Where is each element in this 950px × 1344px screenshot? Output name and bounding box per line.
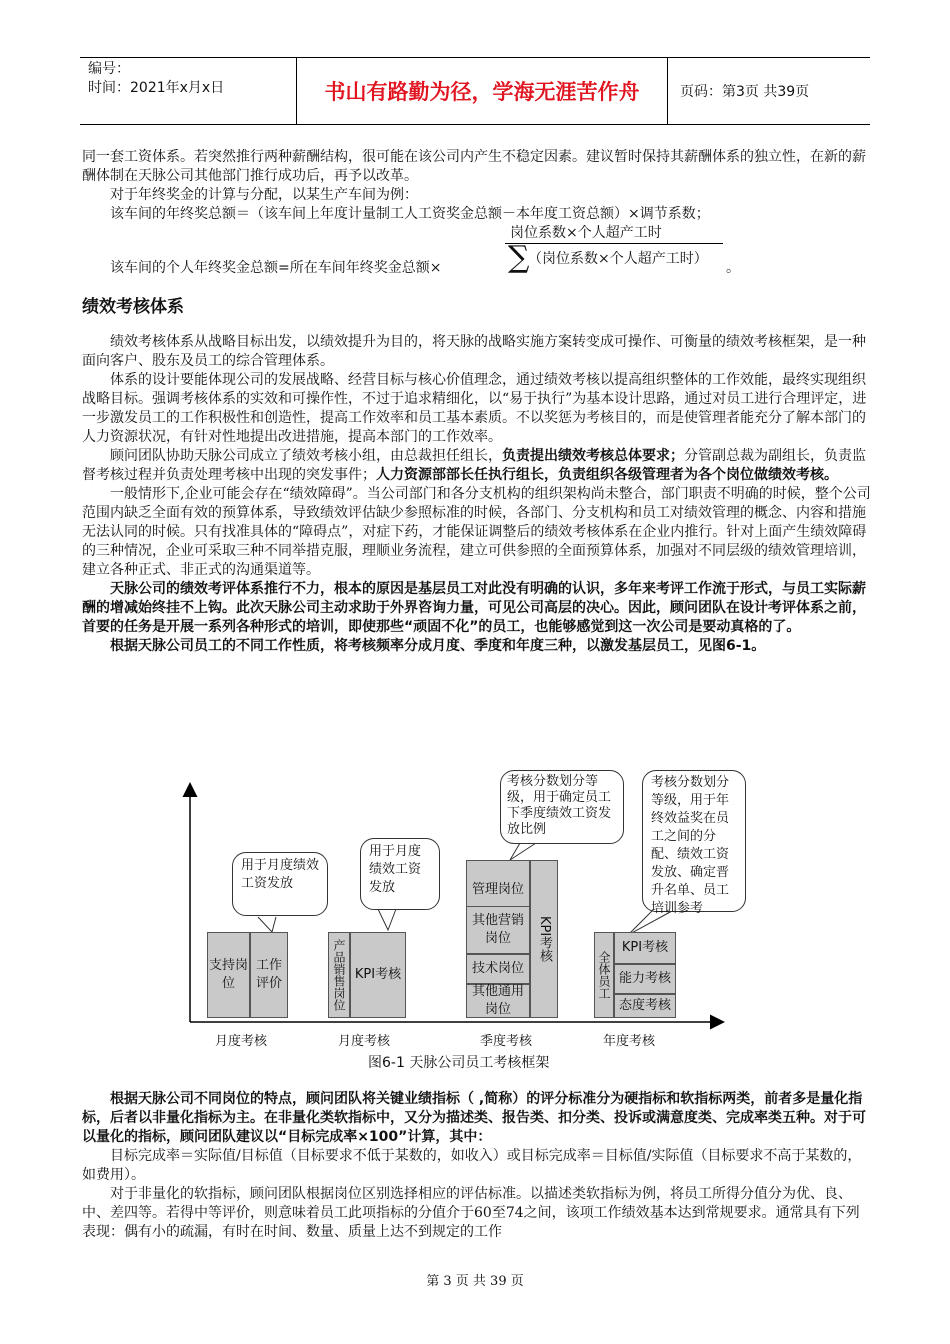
box-work-evaluation: 工作评价 (250, 932, 288, 1018)
group-label-monthly-1: 月度考核 (215, 1034, 268, 1049)
header-time: 时间：2021年x月x日 (88, 80, 225, 96)
header-motto: 书山有路勤为径，学海无涯苦作舟 (297, 58, 668, 124)
formula-denominator: （岗位系数×个人超产工时） (528, 251, 708, 267)
body-paragraph: 对于非量化的软指标，顾问团队根据岗位区别选择相应的评估标准。以描述类软指标为例，将员工所得分值分为优、良、中、差四等。若得中等评价，则意味着员工此项指标的分值介于60至74之间，该项工作绩效基本达到常规要求。通常具有下列表现：偶有小的疏漏，有时在时间、数量、质量上达不到规定的工作 (82, 1186, 860, 1240)
box-technical-posts: 技术岗位 (466, 954, 530, 984)
box-other-general-posts: 其他通用岗位 (466, 984, 530, 1018)
header-number: 编号： (88, 61, 130, 77)
p3-bold-part: 负责提出绩效考核总体要求； (502, 448, 684, 464)
box-support-posts: 支持岗位 (207, 932, 250, 1018)
box-kpi-monthly: KPI考核 (350, 932, 406, 1018)
box-all-staff: 全体员工 (594, 932, 614, 1018)
p3-part: 顾问团队协助天脉公司成立了绩效考核小组，由总裁担任组长， (110, 448, 502, 464)
body-paragraph: 一般情形下,企业可能会存在“绩效障碍”。当公司部门和各分支机构的组织架构尚未整合，部门职责不明确的时候，整个公司范围内缺乏全面有效的预算体系，导致绩效评估缺少参照标准的时候，各部门、分支机构和员工对绩效管理的概念、内容和措施无法认同的时候。只有找准具体的“障碍点”，对症下药，才能保证调整后的绩效考核体系在企业内推行。针对上面产生绩效障碍的三种情况，企业可采取三种不同举措克服，理顺业务流程，建立可供参照的全面预算体系，加强对不同层级的绩效管理培训，建立各种正式、非正式的沟通渠道等。 (82, 486, 871, 578)
header-page-info: 页码：第3页 共39页 (680, 84, 810, 100)
formula-sigma: ∑ (508, 240, 530, 275)
bubble-annual: 考核分数划分等级，用于年终效益奖在员工之间的分配、绩效工资发放、确定晋升名单、员工培训参考 (642, 770, 746, 912)
bubble-tail (510, 843, 536, 860)
body-paragraph-bold: 根据天脉公司不同岗位的特点，顾问团队将关键业绩指标（ ,简称）的评分标准分为硬指标和软指标两类，前者多是量化指标，后者以非量化指标为主。在非量化类软指标中，又分为描述类、报告类、扣分类、投诉或满意度类、完成率类五种。对于可以量化的指标，顾问团队建议以“目标完成率×100”计算，其中： (82, 1091, 866, 1145)
intro-paragraph: 同一套工资体系。若突然推行两种薪酬结构，很可能在该公司内产生不稳定因素。建议暂时保持其薪酬体系的独立性，在新的薪酬体制在天脉公司其他部门推行成功后，再予以改革。 (82, 149, 866, 184)
bubble-monthly-1: 用于月度绩效工资发放 (232, 852, 328, 916)
p3-bold-part: 人力资源部部长任执行组长，负责组织各级管理者为各个岗位做绩效考核。 (376, 467, 838, 483)
group-label-annual: 年度考核 (603, 1034, 656, 1049)
box-kpi-quarterly: KPI考核 (530, 860, 558, 1018)
intro-paragraph: 对于年终奖金的计算与分配，以某生产车间为例： (110, 187, 418, 203)
after-figure-block (82, 1090, 872, 1242)
section-title: 绩效考核体系 (82, 297, 184, 317)
group-label-monthly-2: 月度考核 (338, 1034, 391, 1049)
bubble-tail (258, 917, 276, 932)
bubble-tail (378, 909, 396, 930)
body-paragraph: 绩效考核体系从战略目标出发，以绩效提升为目的，将天脉的战略实施方案转变成可操作、可衡量的绩效考核框架，是一种面向客户、股东及员工的综合管理体系。 (82, 334, 866, 369)
figure-caption: 图6-1 天脉公司员工考核框架 (368, 1055, 550, 1071)
box-sales-posts: 产品销售岗位 (328, 932, 350, 1018)
body-paragraph: 体系的设计要能体现公司的发展战略、经营目标与核心价值理念，通过绩效考核以提高组织整体的工作效能，最终实现组织战略目标。强调考核体系的实效和可操作性，不过于追求精细化，以“易于执行”为基本设计思路，通过对员工进行合理评定，进一步激发员工的工作积极性和创造性，提高工作效率和员工基本素质。不以奖惩为考核目的，而是使管理者能充分了解本部门的人力资源状况，有针对性地提出改进措施，提高本部门的工作效率。 (82, 372, 867, 445)
bubble-quarterly: 考核分数划分等级，用于确定员工下季度绩效工资发放比例 (500, 770, 624, 844)
bubble-monthly-2: 用于月度绩效工资发放 (360, 838, 440, 910)
formula-prefix: 该车间的个人年终奖金总额=所在车间年终奖金总额× (110, 260, 442, 276)
p3-part: 分管副总裁为副组长，负责监督考核过程并负责处理考核中出现的突发事件； (82, 448, 866, 483)
formula-suffix: 。 (726, 260, 740, 276)
box-ability-assessment: 能力考核 (614, 964, 676, 994)
box-attitude-assessment: 态度考核 (614, 994, 676, 1018)
box-management-posts: 管理岗位 (466, 860, 530, 920)
formula-numerator: 岗位系数×个人超产工时 (510, 225, 662, 241)
intro-paragraph: 该车间的年终奖总额＝（该车间上年度计量制工人工资奖金总额－本年度工资总额）×调节系数； (110, 206, 710, 222)
body-paragraph-bold: 根据天脉公司员工的不同工作性质，将考核频率分成月度、季度和年度三种，以激发基层员工，见图6-1。 (110, 638, 766, 654)
box-other-sales-posts: 其他营销岗位 (466, 906, 530, 954)
body-paragraph: 目标完成率＝实际值/目标值（目标要求不低于某数的，如收入）或目标完成率＝目标值/实际值（目标要求不高于某数的，如费用）。 (82, 1148, 862, 1183)
group-label-quarterly: 季度考核 (480, 1034, 533, 1049)
page-footer: 第 3 页 共 39 页 (426, 1274, 524, 1289)
body-paragraph-bold: 天脉公司的绩效考评体系推行不力，根本的原因是基层员工对此没有明确的认识，多年来考评工作流于形式，与员工实际薪酬的增减始终挂不上钩。此次天脉公司主动求助于外界咨询力量，可见公司高层的决心。因此，顾问团队在设计考评体系之前，首要的任务是开展一系列各种形式的培训，即使那些“顽固不化”的员工，也能够感觉到这一次公司是要动真格的了。 (82, 581, 866, 635)
box-kpi-annual: KPI考核 (614, 932, 676, 964)
